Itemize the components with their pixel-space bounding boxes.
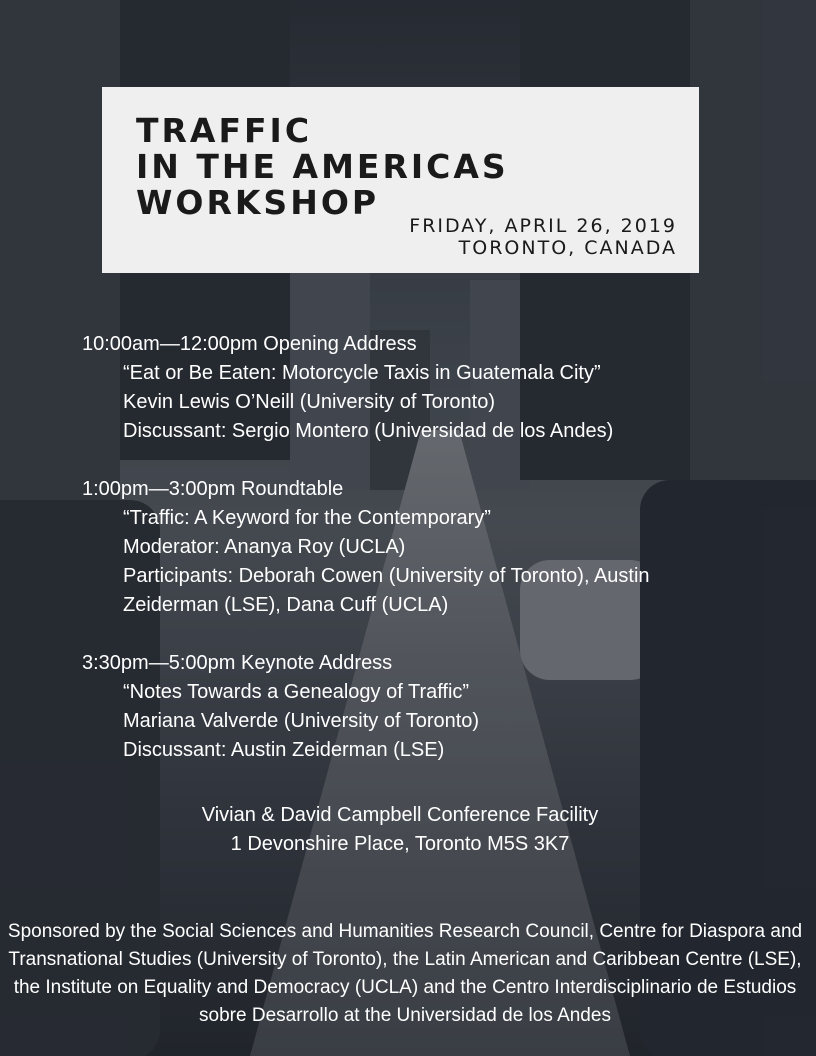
session-speaker: Mariana Valverde (University of Toronto)	[123, 710, 480, 732]
session-discussant: Discussant: Sergio Montero (Universidad de los Andes)	[123, 420, 614, 442]
venue-name: Vivian & David Campbell Conference Facility	[201, 804, 599, 826]
event-location: TORONTO, CANADA	[458, 237, 677, 259]
title-line-3: WORKSHOP	[136, 183, 380, 222]
event-date-location	[409, 215, 677, 259]
sponsor-text: Sponsored by the Social Sciences and Humanities Research Council, Centre for Diaspora and Transnational Studies (University of Toronto), the Latin American and Caribbean Centre (LSE), the Institute on Equality and Democracy (UCLA) and the Centro Interdisciplinario de Estudios sobre Desarrollo at the Universidad de los Andes	[7, 921, 803, 1026]
session-talk-title: “Eat or Be Eaten: Motorcycle Taxis in Guatemala City”	[123, 362, 601, 384]
session-roundtable	[82, 475, 650, 620]
title-box	[102, 87, 699, 273]
venue-block	[0, 801, 800, 859]
workshop-title	[136, 113, 509, 221]
session-heading: 1:00pm—3:00pm Roundtable	[82, 478, 344, 500]
session-participants: Participants: Deborah Cowen (University of Toronto), Austin	[123, 565, 650, 587]
session-keynote-address	[82, 649, 479, 765]
title-line-2: IN THE AMERICAS	[136, 147, 509, 186]
session-heading: 10:00am—12:00pm Opening Address	[82, 333, 417, 355]
session-heading: 3:30pm—5:00pm Keynote Address	[82, 652, 393, 674]
session-talk-title: “Notes Towards a Genealogy of Traffic”	[123, 681, 470, 703]
session-talk-title: “Traffic: A Keyword for the Contemporary”	[123, 507, 491, 529]
session-opening-address	[82, 330, 613, 446]
event-date: FRIDAY, APRIL 26, 2019	[409, 215, 677, 237]
session-discussant: Discussant: Austin Zeiderman (LSE)	[123, 739, 445, 761]
venue-address: 1 Devonshire Place, Toronto M5S 3K7	[230, 833, 570, 855]
session-participants-cont: Zeiderman (LSE), Dana Cuff (UCLA)	[123, 594, 449, 616]
session-moderator: Moderator: Ananya Roy (UCLA)	[123, 536, 406, 558]
session-speaker: Kevin Lewis O’Neill (University of Toronto)	[123, 391, 495, 413]
title-line-1: TRAFFIC	[136, 111, 313, 150]
